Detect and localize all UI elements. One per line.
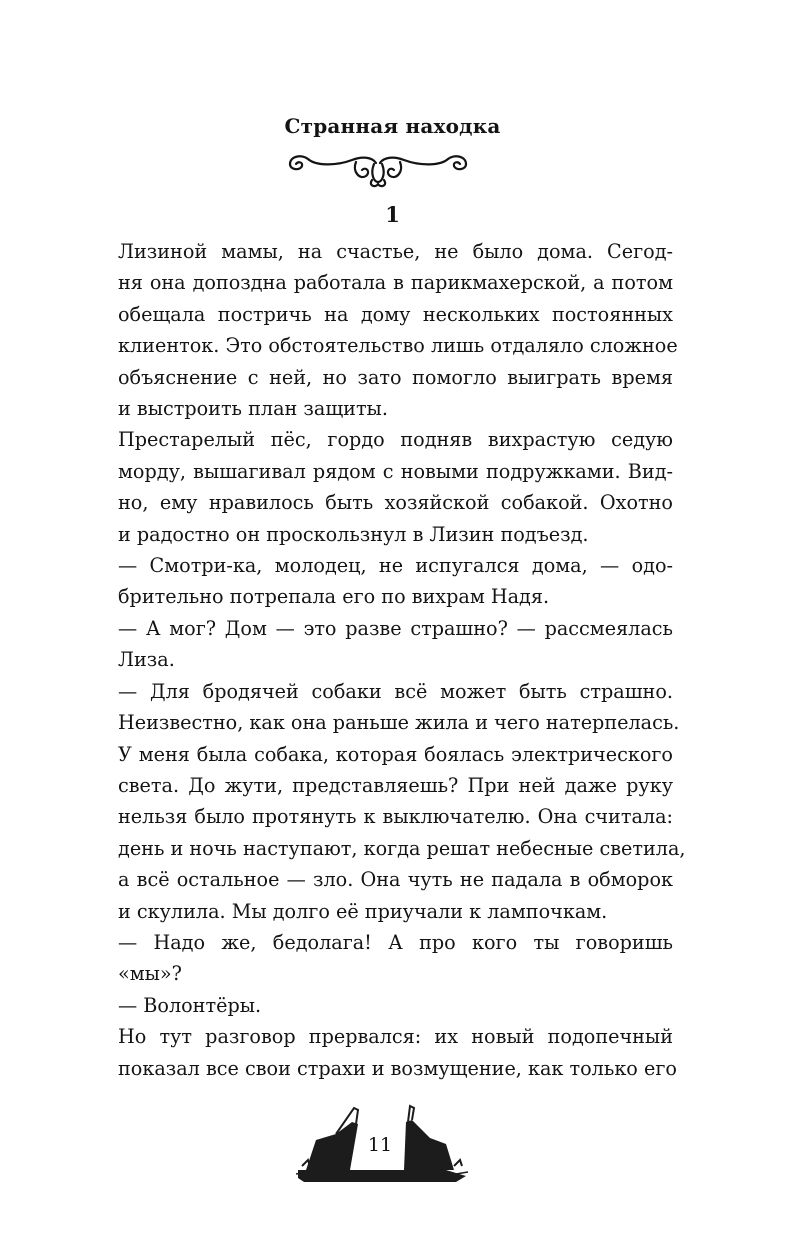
paragraph [88,236,678,424]
text-line: ня она допоздна работала в парикмахерской, а потом [118,271,673,295]
page-number: 11 [367,1134,393,1156]
section-number: 1 [385,202,400,227]
text-line: но, ему нравилось быть хозяйской собакой. Охотно [118,491,673,515]
text-line: объяснение с ней, но зато помогло выиграть время [118,365,673,389]
text-line: — Для бродячей собаки всё может быть страшно. [118,679,673,703]
text-line: день и ночь наступают, когда решат небесные светила, [118,836,686,860]
chapter-title: Странная находка [284,114,501,138]
text-line: света. До жути, представляешь? При ней даже руку [118,773,673,797]
text-line: У меня была собака, которая боялась электрического [118,742,673,766]
text-line: показал все свои страхи и возмущение, как только его [118,1056,677,1080]
text-line: Лиза. [118,648,175,672]
text-line: брительно потрепала его по вихрам Надя. [118,585,550,609]
text-line: — Волонтёры. [118,993,262,1017]
text-line: «мы»? [118,962,182,986]
paragraph [88,550,673,613]
text-line: морду, вышагивал рядом с новыми подружками. Вид- [118,459,673,483]
text-line: клиенток. Это обстоятельство лишь отдаляло сложное [118,334,678,358]
text-line: и радостно он проскользнул в Лизин подъезд. [118,522,589,546]
text-line: Престарелый пёс, гордо подняв вихрастую седую [118,428,673,452]
paragraph [88,1021,677,1084]
paragraph [88,424,673,550]
paragraph [88,927,673,990]
body-text [88,236,686,1084]
text-line: — Надо же, бедолага! А про кого ты говоришь [118,930,673,954]
text-line: а всё остальное — зло. Она чуть не падала в обморок [118,868,673,892]
text-line: Лизиной мамы, на счастье, не было дома. Сегод- [118,240,673,263]
text-line: обещала постричь на дому нескольких постоянных [118,302,673,326]
text-line: и выстроить план защиты. [118,397,388,421]
scroll-flourish-icon [286,150,470,190]
text-line: Неизвестно, как она раньше жила и чего натерпелась. [118,711,680,735]
paragraph [88,676,686,927]
text-line: — Смотри-ка, молодец, не испугался дома, — одо- [118,554,673,578]
text-line: — А мог? Дом — это разве страшно? — рассмеялась [118,616,673,640]
text-line: и скулила. Мы долго её приучали к лампочкам. [118,899,608,923]
text-line: Но тут разговор прервался: их новый подопечный [118,1025,673,1049]
text-line: нельзя было протянуть к выключателю. Она считала: [118,805,673,829]
paragraph [88,990,673,1021]
paragraph [88,613,673,676]
